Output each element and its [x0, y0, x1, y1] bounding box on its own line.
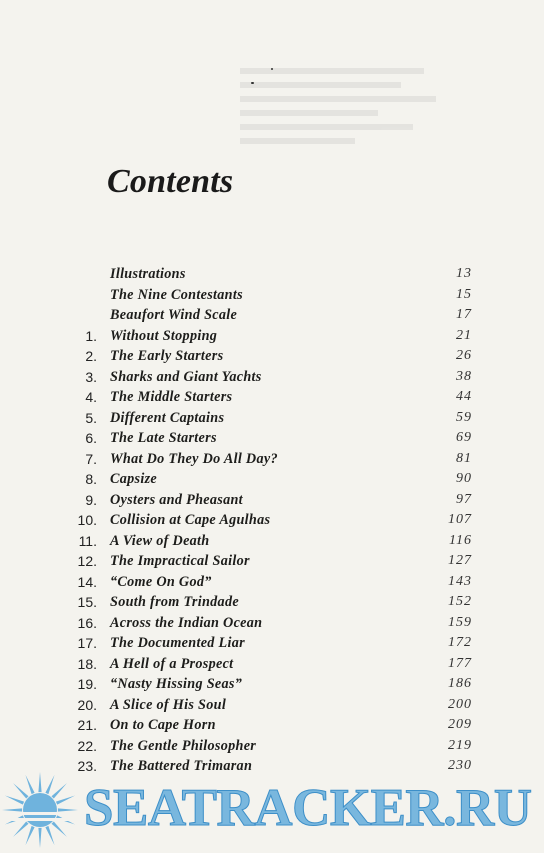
toc-entry [0, 715, 544, 736]
sun-ray [26, 775, 35, 794]
sun-logo-icon [0, 770, 84, 853]
chapter-number: 8. [85, 471, 97, 487]
chapter-title: Different Captains [110, 409, 225, 426]
chapter-title: “Nasty Hissing Seas” [110, 676, 243, 692]
chapter-title: The Gentle Philosopher [110, 737, 257, 754]
chapter-title: The Impractical Sailor [110, 553, 250, 569]
toc-entry [0, 531, 544, 552]
page-number: 44 [456, 389, 472, 404]
chapter-title: The Late Starters [110, 430, 217, 446]
chapter-number: 18. [77, 655, 97, 672]
chapter-number: 23. [77, 758, 97, 774]
page-number: 107 [448, 512, 472, 527]
chapter-number: 11. [78, 532, 97, 549]
chapter-title: A Slice of His Soul [110, 696, 227, 713]
chapter-title: The Battered Trimaran [110, 758, 253, 774]
chapter-number: 20. [77, 696, 97, 713]
toc-entry [0, 572, 544, 593]
sun-ray [26, 826, 35, 845]
chapter-number: 22. [77, 737, 97, 754]
toc-entry [0, 285, 544, 306]
page-number: 97 [456, 491, 472, 507]
page-number: 200 [448, 696, 472, 712]
toc-entry [0, 592, 544, 613]
page-number: 26 [456, 348, 472, 363]
toc-entry [0, 326, 544, 347]
page-number: 177 [448, 655, 472, 671]
page-number: 81 [456, 450, 472, 466]
chapter-number: 16. [77, 614, 97, 631]
chapter-number: 2. [85, 348, 97, 364]
sun-ray [38, 828, 41, 848]
table-of-contents [0, 264, 544, 777]
toc-entry [0, 305, 544, 326]
chapter-number: 12. [77, 553, 97, 569]
toc-entry [0, 346, 544, 367]
chapter-number: 3. [85, 368, 97, 385]
chapter-title: Beaufort Wind Scale [110, 307, 238, 323]
toc-entry [0, 449, 544, 470]
chapter-number: 9. [85, 491, 97, 508]
toc-entry [0, 736, 544, 757]
sun-ray [13, 783, 28, 798]
chapter-title: The Early Starters [110, 348, 224, 364]
chapter-title: Capsize [110, 471, 158, 487]
chapter-number: 10. [77, 512, 97, 528]
chapter-title: The Documented Liar [110, 635, 245, 651]
chapter-number: 4. [85, 389, 97, 405]
page-number: 69 [456, 430, 472, 445]
chapter-number: 1. [85, 327, 97, 344]
chapter-title: What Do They Do All Day? [110, 450, 278, 467]
chapter-number: 14. [77, 573, 97, 590]
chapter-title: South from Trindade [110, 594, 239, 610]
toc-entry [0, 633, 544, 654]
sun-ray [5, 796, 24, 805]
page-number: 59 [456, 409, 472, 425]
sun-ray [38, 772, 41, 792]
page-number: 159 [448, 614, 472, 630]
chapter-number: 21. [77, 717, 97, 733]
sun-ray [52, 783, 67, 798]
toc-entry [0, 695, 544, 716]
page-number: 38 [456, 368, 472, 384]
page-number: 172 [448, 635, 472, 650]
toc-entry [0, 490, 544, 511]
chapter-number: 7. [85, 450, 97, 467]
page-number: 21 [456, 327, 472, 343]
page-number: 90 [456, 471, 472, 486]
ink-speck [251, 82, 254, 84]
page-number: 219 [448, 737, 472, 753]
toc-entry [0, 469, 544, 490]
toc-entry [0, 613, 544, 634]
page-number: 152 [448, 594, 472, 609]
page-number: 15 [456, 286, 472, 302]
toc-entry [0, 510, 544, 531]
chapter-title: The Nine Contestants [110, 286, 243, 303]
chapter-number: 15. [77, 594, 97, 610]
sun-ray [58, 808, 78, 811]
toc-entry [0, 551, 544, 572]
page-number: 17 [456, 307, 472, 322]
sun-ray [45, 775, 54, 794]
watermark-text: SEATRACKER.RU [84, 779, 532, 837]
toc-entry [0, 654, 544, 675]
chapter-number: 19. [77, 676, 97, 692]
sun-ray [2, 808, 22, 811]
page-number: 116 [449, 532, 472, 548]
chapter-title: A View of Death [110, 532, 210, 549]
sun-ray [13, 822, 28, 837]
chapter-title: A Hell of a Prospect [110, 655, 234, 672]
sun-ray [56, 796, 75, 805]
chapter-title: “Come On God” [110, 573, 212, 590]
sun-ray [45, 826, 54, 845]
page-number: 209 [448, 717, 472, 732]
chapter-title: Illustrations [110, 266, 186, 282]
ink-speck [271, 68, 273, 70]
page-number: 143 [448, 573, 472, 589]
chapter-number: 5. [85, 409, 97, 426]
toc-entry [0, 408, 544, 429]
chapter-title: Across the Indian Ocean [110, 614, 263, 631]
chapter-number: 17. [77, 635, 97, 651]
toc-entry [0, 264, 544, 285]
chapter-title: Without Stopping [110, 327, 218, 344]
chapter-title: The Middle Starters [110, 389, 233, 405]
page-number: 186 [448, 676, 472, 691]
sun-ray [52, 822, 67, 837]
toc-entry [0, 428, 544, 449]
toc-entry [0, 387, 544, 408]
chapter-title: Collision at Cape Agulhas [110, 512, 271, 528]
page-title: Contents [107, 163, 234, 200]
toc-entry [0, 367, 544, 388]
chapter-title: Sharks and Giant Yachts [110, 368, 262, 385]
watermark [0, 770, 544, 853]
page-number: 13 [456, 266, 472, 281]
page-number: 230 [448, 758, 472, 773]
chapter-title: Oysters and Pheasant [110, 491, 243, 508]
page-number: 127 [448, 553, 472, 568]
chapter-title: On to Cape Horn [110, 717, 216, 733]
chapter-number: 6. [85, 430, 97, 446]
show-through-text [240, 60, 470, 150]
toc-entry [0, 674, 544, 695]
